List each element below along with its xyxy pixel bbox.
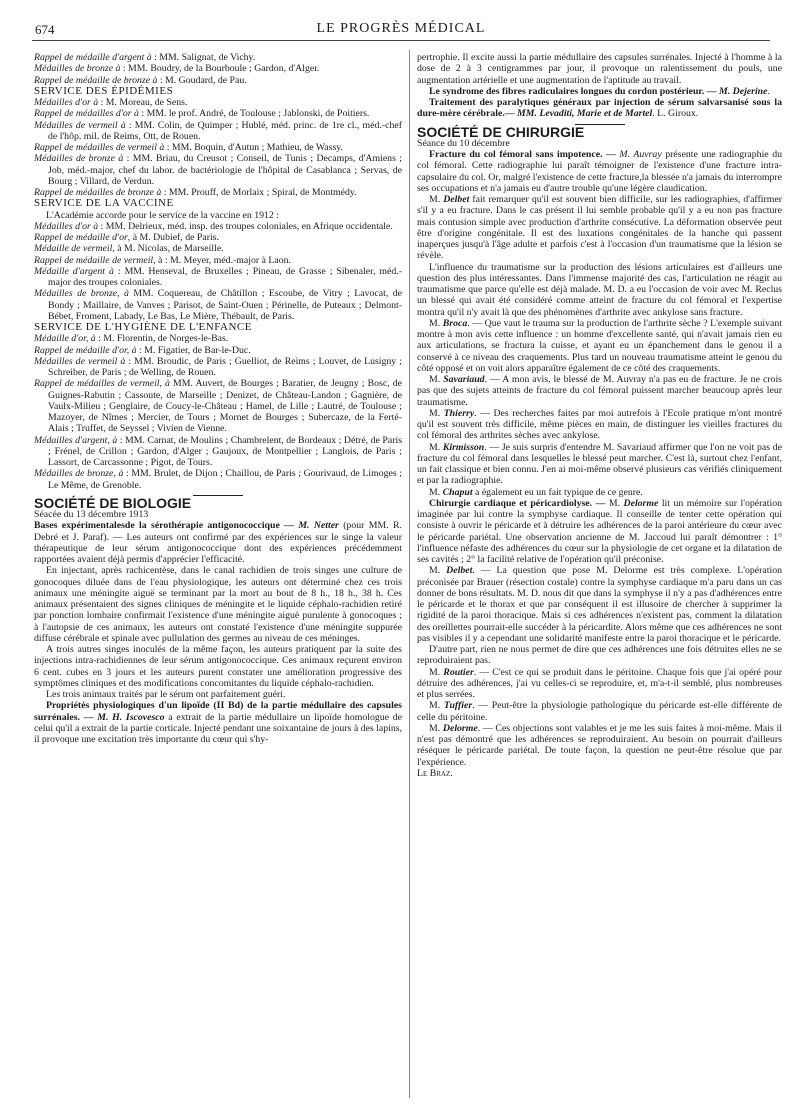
emphasis-text: Médailles d'or à <box>34 97 99 108</box>
body-text: M. <box>429 666 444 678</box>
emphasis-text: Chaput <box>442 486 473 498</box>
body-text: : M. Figatier, de Bar-le-Duc. <box>136 344 251 356</box>
emphasis-text: Delbet <box>446 565 473 577</box>
emphasis-text: Rappel de médailles de vermeil, à <box>34 378 170 390</box>
emphasis-text: Médaille de vermeil <box>34 243 113 255</box>
paragraph <box>417 487 782 498</box>
body-text: Séacée du 13 décembre 1913 <box>34 509 149 520</box>
body-text: SOCIÉTÉ DE BIOLOGIE <box>34 494 192 511</box>
paragraph <box>417 318 782 374</box>
session-date <box>34 509 402 520</box>
body-text: L'influence du traumatisme sur la production des lésions articulaires est d'ailleurs une question des plus intéressantes. Dans l'immense majorité des cas, l'articulation ne réagit au traumatisme que parce qu'elle est déjà malade. M. D. a eu l'occasion de voir avec M. Reclus un blessé qui avait été considéré comme atteint de fracture du col fémoral et l'expertise montra qu'il n'y avait là que des phénomènes d'arthrite avec ankylose sans fracture. <box>417 261 782 318</box>
emphasis-text: Traitement des paralytiques généraux par injection de sérum salvarsanisé sous la dure-mère cérébrale.— <box>417 97 782 120</box>
emphasis-text: Thierry <box>443 407 475 419</box>
body-text: . L. Giroux. <box>652 108 699 120</box>
emphasis-text: Bases expérimentalesde la sérothérapie antigonococcique — <box>34 520 299 532</box>
right-column <box>417 52 782 1100</box>
body-text: fait remarquer qu'il est souvent bien difficile, sur les radiographies, d'affirmer s'il y a eu fracture. Dans le cas présent il lui semble probable qu'il y a eu non pas fracture mais contusion simple avec production d'arthrite consécutive. La déformation observée peut être d'origine congénitale. Il est des luxations congénitales de la hanche qui passent inaperçues jusqu'à l'âge adulte et parfois c'est à l'occasion d'un traumatisme que la lésion se révèle. <box>417 194 782 262</box>
body-text: M. <box>429 565 447 577</box>
emphasis-text: Tuffier <box>443 700 473 712</box>
award-entry <box>34 52 402 63</box>
emphasis-text: Routier <box>443 666 474 678</box>
emphasis-text: Rappel de médaille de vermeil <box>34 254 154 266</box>
award-entry <box>34 333 402 344</box>
award-entry <box>34 435 402 469</box>
paragraph <box>34 644 402 689</box>
section-rule <box>193 495 243 496</box>
award-entry <box>34 468 402 491</box>
body-text: : MM. Henseval, de Bruxelles ; Pineau, de Grasse ; Sibenaler, méd.-major des troupes coloniales. <box>48 265 402 288</box>
emphasis-text: Médailles de bronze, à <box>34 288 129 300</box>
body-text: a extrait de la partie médullaire un lipoïde homologue de celui qu'il a extrait de la partie corticale. Injecté pendant une soixantaine de jours à des lapins, il provoque une excitation très importante du cœur qui s'hy- <box>34 711 402 745</box>
body-text: . — Que vaut le trauma sur la production de l'arthrite sèche ? L'exemple suivant montre à mon avis cette influence : un homme d'excellente santé, qui n'avait jamais rien eu aux articulations, se fractura la cuisse, et ayant eu un épanchement dans le genou il a conservé à ce niveau des craquements. Plus tard un nouveau traumatisme atteint le genou du côté opposé et on voit alors apparaître également de ce côté des craquements. <box>417 317 782 374</box>
paragraph <box>417 667 782 701</box>
emphasis-text: Médailles de bronze à <box>34 63 121 75</box>
emphasis-text: Delbet <box>443 194 470 205</box>
journal-title: LE PROGRÈS MÉDICAL <box>316 21 486 36</box>
award-entry <box>34 97 402 108</box>
paragraph <box>417 97 782 120</box>
body-text: SERVICE DE LA VACCINE <box>34 197 174 210</box>
paragraph <box>417 52 782 86</box>
emphasis-text: Médaille d'argent à <box>34 265 114 277</box>
paragraph <box>34 520 402 565</box>
body-text: : MM. Colin, de Quimper ; Hublé, méd. princ. de 1re cl., méd.-chef de l'hôp. mil. de Reims, Ott, de Rouen. <box>48 119 402 142</box>
emphasis-text: Chirurgie cardiaque et péricardiolyse. — <box>429 497 609 509</box>
body-text: : MM. Boudry, de la Bourboule ; Gardon, d'Alger. <box>120 63 320 75</box>
body-text: L'Académie accorde pour le service de la vaccine en 1912 : <box>46 209 279 221</box>
award-entry <box>34 153 402 187</box>
award-entry <box>34 232 402 243</box>
emphasis-text: Médailles d'argent, à <box>34 434 118 446</box>
body-text: Les trois animaux traités par le sérum ont parfaitement guéri. <box>46 689 286 700</box>
emphasis-text: Médailles de vermeil à <box>34 355 126 367</box>
emphasis-text: Delorme <box>442 722 478 734</box>
paragraph <box>417 498 782 566</box>
emphasis-text: Broca <box>442 317 468 329</box>
section-title <box>34 198 402 209</box>
body-text: : MM. Broudic, de Paris ; Guelliot, de Reims ; Louvet, de Lusigny ; Schreiber, de Paris ; de Welling, de Rouen. <box>48 355 402 378</box>
body-text: A trois autres singes inoculés de la même façon, les auteurs pratiquent par la suite des injections intra-rachidiennes de leur sérum antigonococcique. Ces animaux reçurent environ 6 cent. cubes en 3 jours et les auteurs purent constater une amélioration progressive des symptômes cliniques et des modifications concomitantes du liquide céphalo-rachidien. <box>34 644 402 689</box>
emphasis-text: Rappel de médailles de bronze à <box>34 187 162 198</box>
body-text: SOCIÉTÉ DE CHIRURGIE <box>417 123 585 140</box>
body-text: , à M. Nicolas, de Marseille. <box>112 243 224 255</box>
body-text: , à : M. Meyer, méd.-major à Laon. <box>153 254 291 266</box>
paragraph <box>34 210 402 221</box>
body-text: . — Peut-être la physiologie pathologique du péricarde est-elle différente de celle du péritoine. <box>417 700 782 723</box>
body-text: : MM. Carnat, de Moulins ; Chambrelent, de Bordeaux ; Détré, de Paris ; Frénel, de Crillon ; Gardon, d'Alger ; Gaujoux, de Montpellier ; Langlois, de Paris ; Lassort, de Carcassonne ; Pigot, de Tours. <box>48 434 402 468</box>
body-text: M. <box>429 407 444 419</box>
body-text: . — C'est ce qui se produit dans le péritoine. Chaque fois que j'ai opéré pour détruire des adhérences, j'ai vu celles-ci se reproduire, et, m'a-t-il semblé, plus nombreuses et plus serrées. <box>417 666 782 700</box>
body-text: : MM. Brulet, de Dijon ; Chaillou, de Paris ; Gourivaud, de Limoges ; Le Même, de Grenoble. <box>48 468 402 491</box>
emphasis-text: Rappel de médaille d'or, à <box>34 344 137 356</box>
award-entry <box>34 63 402 74</box>
emphasis-text: Médailles de bronze, à <box>34 468 124 480</box>
section-title <box>34 322 402 333</box>
award-entry <box>34 266 402 289</box>
paragraph <box>417 374 782 408</box>
paragraph <box>417 408 782 442</box>
body-text: : M. Florentin, de Norges-le-Bas. <box>95 333 229 345</box>
award-entry <box>34 120 402 143</box>
body-text: SERVICE DES ÉPIDÉMIES <box>34 84 174 97</box>
body-text: : MM. Delrieux, méd. insp. des troupes coloniales, en Afrique occidentale. <box>98 220 393 232</box>
body-text: : M. Goudard, de Pau. <box>157 74 247 86</box>
award-entry <box>34 108 402 119</box>
emphasis-text: Savariaud <box>443 374 485 385</box>
paragraph <box>417 86 782 97</box>
paragraph <box>417 262 782 318</box>
session-date <box>417 138 782 149</box>
award-entry <box>34 142 402 153</box>
paragraph <box>417 723 782 768</box>
body-text: Séance du 10 décembre <box>417 137 510 149</box>
body-text: M. <box>429 441 443 453</box>
emphasis-text: Médailles de bronze à <box>34 153 124 165</box>
award-entry <box>34 345 402 356</box>
body-text: D'autre part, rien ne nous permet de dire que ces adhérences une fois détruites elles ne se reproduiraient pas. <box>417 644 782 667</box>
body-text: : MM. le prof. André, de Toulouse ; Jablonski, de Poitiers. <box>138 108 370 120</box>
body-text: : MM. Boquin, d'Autun ; Mathieu, de Wassy. <box>164 142 343 153</box>
emphasis-text: Médaille d'or, à <box>34 333 96 345</box>
body-text: M. <box>429 700 444 712</box>
running-header <box>32 20 770 41</box>
body-text: En injectant, après rachicentèse, dans le canal rachidien de trois singes une culture de gonocoques diluée dans de l'eau physiologique, les auteurs ont déterminé chez ces trois animaux une méningite aiguë se terminant par la mort au bout de 8 h., 18 h., 38 h. Ces animaux présentaient des signes cliniques de méningite et le liquide céphalo-rachidien retiré par ponction lombaire confirmait l'existence d'une méningite aiguë purulente à gonocoques ; à l'autopsie de ces animaux, les auteurs ont constaté l'existence d'une méningite suppurée diffuse cérébrale et spinale avec pullulation des germes au niveau de ces méninges. <box>34 565 402 644</box>
body-text: : MM. Briau, du Creusot ; Conseil, de Tunis ; Decamps, d'Amiens ; Job, méd.-major, chef du labor. de bactériologie de l'hôpital de Casablanca ; Servas, de Bourg ; Villard, de Verdun. <box>48 153 402 187</box>
body-text: Le Braz. <box>417 767 453 779</box>
emphasis-text: Kirmisson <box>442 441 485 453</box>
body-text: MM. Auvert, de Bourges ; Baratier, de Jeugny ; Bosc, de Guignes-Rabutin ; Cassoute, de Marseille ; Denizet, de Château-Landon ; Gagnière, de Vaulx-Milieu ; Genglaire, de Coucy-le-Château ; Hamel, de Lille ; Lautré, de Toulouse ; Mazoyer, de Nîmes ; Mercier, de Tours ; Mornet de Bourges ; Subercaze, de la Ferté-Alais ; Truffet, de Seyssel ; Vivien de Vienne. <box>48 378 402 435</box>
emphasis-text: Médailles de vermeil à <box>34 119 126 131</box>
body-text: M. <box>429 374 444 385</box>
body-text: M. <box>429 194 444 205</box>
body-text: . — Des recherches faites par moi autrefois à l'Ecole pratique m'ont montré qu'il est souvent très difficile, même pièces en main, de distinguer les vieilles fractures du col fémoral des arthrites sèches avec ankylose. <box>417 407 782 442</box>
award-entry <box>34 255 402 266</box>
emphasis-text: Delorme <box>623 497 659 509</box>
paragraph <box>417 149 782 194</box>
body-text: M. <box>429 317 443 329</box>
emphasis-text: M. Netter <box>298 520 339 532</box>
body-text: . — A mon avis, le blessé de M. Auvray n'a pas eu de fracture. Je ne crois pas que des sujets atteints de fracture du col fémoral puissent marcher beaucoup après leur traumatisme. <box>417 374 782 408</box>
body-text: . — Ces objections sont valables et je me les suis faites à moi-même. Mais il n'est pas démontré que les adhérences se reproduiraient. Au besoin on pourrait d'ailleurs réséquer le péricarde pariétal. De toute façon, la question ne peut-être résolue que par l'expérience. <box>417 722 782 768</box>
paragraph <box>34 565 402 644</box>
body-text: MM. Coquereau, de Châtillon ; Escoube, de Vitry ; Lavocat, de Bondy ; Maillaire, de Vanves ; Parisot, de Saint-Ouen ; Périnelle, de Puteaux ; Delmont-Bébet, Froment, Labady, Le Bas, Le Mière, Thébault, de Paris. <box>48 288 402 322</box>
award-entry <box>34 288 402 322</box>
award-entry <box>34 356 402 379</box>
emphasis-text: Rappel de médaille de bronze à <box>34 74 158 86</box>
award-entry <box>34 221 402 232</box>
body-text: , à M. Dubief, de Paris. <box>127 232 219 243</box>
emphasis-text: M. Auvray <box>619 149 662 160</box>
emphasis-text: Fracture du col fémoral sans impotence. — <box>429 149 620 160</box>
body-text: M. <box>429 722 443 734</box>
body-text: M. <box>608 497 624 509</box>
paragraph <box>417 442 782 487</box>
body-text: : MM. Prouff, de Morlaix ; Spiral, de Montmédy. <box>161 187 357 198</box>
body-text: . — La question que pose M. Delorme est très complexe. L'opération préconisée par Brauer (résection costale) contre la symphyse cardiaque m'a paru dans un cas donner de bons résultats. M. D. nous dit que dans la symphyse il n'y a pas d'adhérences entre le péricarde et le thorax et que par conséquent il est illusoire de chercher à supprimer la rigidité de la paroi thoracique. Mais si ces adhérences n'existent pas, comment la dilatation des oreillettes pourrait-elle succéder à la péricardite. Alors même que ces adhérences ne sont pas visibles il y a cependant une solidarité manifeste entre la paroi thoracique et le péricarde. <box>417 565 782 644</box>
body-text: SERVICE DE L'HYGIÈNE DE L'ENFANCE <box>34 321 252 333</box>
emphasis-text: M. Dejerine <box>719 85 768 97</box>
paragraph <box>417 565 782 644</box>
body-text: : M. Moreau, de Sens. <box>98 97 188 108</box>
paragraph <box>34 700 402 745</box>
body-text: . — Je suis surpris d'entendre M. Savariaud affirmer que l'on ne voit pas de fracture du col fémoral dans lesquelles le blessé peut marcher. C'est là, surtout chez l'enfant, un fait classique et bien connu. J'en ai moi-même observé plusieurs cas vérifiés cliniquement et par la radiographie. <box>417 441 782 487</box>
column-divider <box>409 50 410 1098</box>
body-text: (pour MM. R. Debré et J. Paraf). — Les auteurs ont confirmé par des expériences sur le singe la valeur thérapeutique de leur sérum antigonococcique dont des expériences précédemment rapportées avaient déjà permis d'apprécier l'efficacité. <box>34 520 402 565</box>
emphasis-text: Rappel de médaille d'argent à <box>34 52 152 63</box>
award-entry <box>34 243 402 254</box>
body-text: présente une radiographie du col fémoral. Cette radiographie lui paraît témoigner de l'existence d'une fracture intra-capsulaire du col. Or, malgré l'existence de cette fracture,la blessée n'a jamais du interrompre ses occupations et n'a jamais eu d'autre trouble qu'une légère claudication. <box>417 149 782 194</box>
society-title <box>417 123 782 140</box>
emphasis-text: Rappel de médailles de vermeil à <box>34 142 165 153</box>
page-number: 674 <box>35 22 55 37</box>
emphasis-text: Médailles d'or à <box>34 220 99 232</box>
body-text: pertrophie. Il excite aussi la partie médullaire des capsules surrénales. Injecté à l'homme à la dose de 2 à 3 centigrammes par jour, il provoque un ralentissement du pouls, une augmentation artérielle et une augmentation de l'aptitude au travail. <box>417 52 782 86</box>
section-title <box>34 86 402 97</box>
body-text: M. <box>429 486 443 498</box>
left-column <box>34 52 402 1100</box>
emphasis-text: Rappel de médailles d'or à <box>34 108 139 120</box>
emphasis-text: Propriétés physiologiques d'un lipoïde (II Bd) de la partie médullaire des capsules surrénales. — <box>34 700 402 723</box>
paragraph <box>417 700 782 723</box>
body-text: lit un mémoire sur l'opération imaginée par lui contre la symphyse cardiaque. Il conseille de tenter cette opération qui consiste à ouvrir le péricarde et à détruire les adhérences de la paroi antérieure du cœur avec le péricarde pariétal. Une observation ancienne de M. Jaccoud lui paraît démontrer : 1° l'influence néfaste des adhérences du cœur sur la physiologie de cet organe et la dilatation de ses cavités ; 2° la facilité relative de l'opération qu'il préconise. <box>417 497 782 565</box>
body-text: . <box>767 85 770 97</box>
author-signature <box>417 768 782 779</box>
emphasis-text: Le syndrome des fibres radiculaires longues du cordon postérieur. — <box>429 85 720 97</box>
society-title <box>34 494 402 511</box>
body-text: : MM. Salignat, de Vichy. <box>151 52 256 63</box>
emphasis-text: Rappel de médaille d'or <box>34 232 128 243</box>
paragraph <box>34 689 402 700</box>
emphasis-text: M. H. Iscovesco <box>97 711 165 723</box>
award-entry <box>34 378 402 434</box>
body-text: a également eu un fait typique de ce genre. <box>472 486 643 498</box>
paragraph <box>417 644 782 667</box>
emphasis-text: MM. Levaditi, Marie et de Martel <box>517 108 653 120</box>
paragraph <box>417 194 782 262</box>
